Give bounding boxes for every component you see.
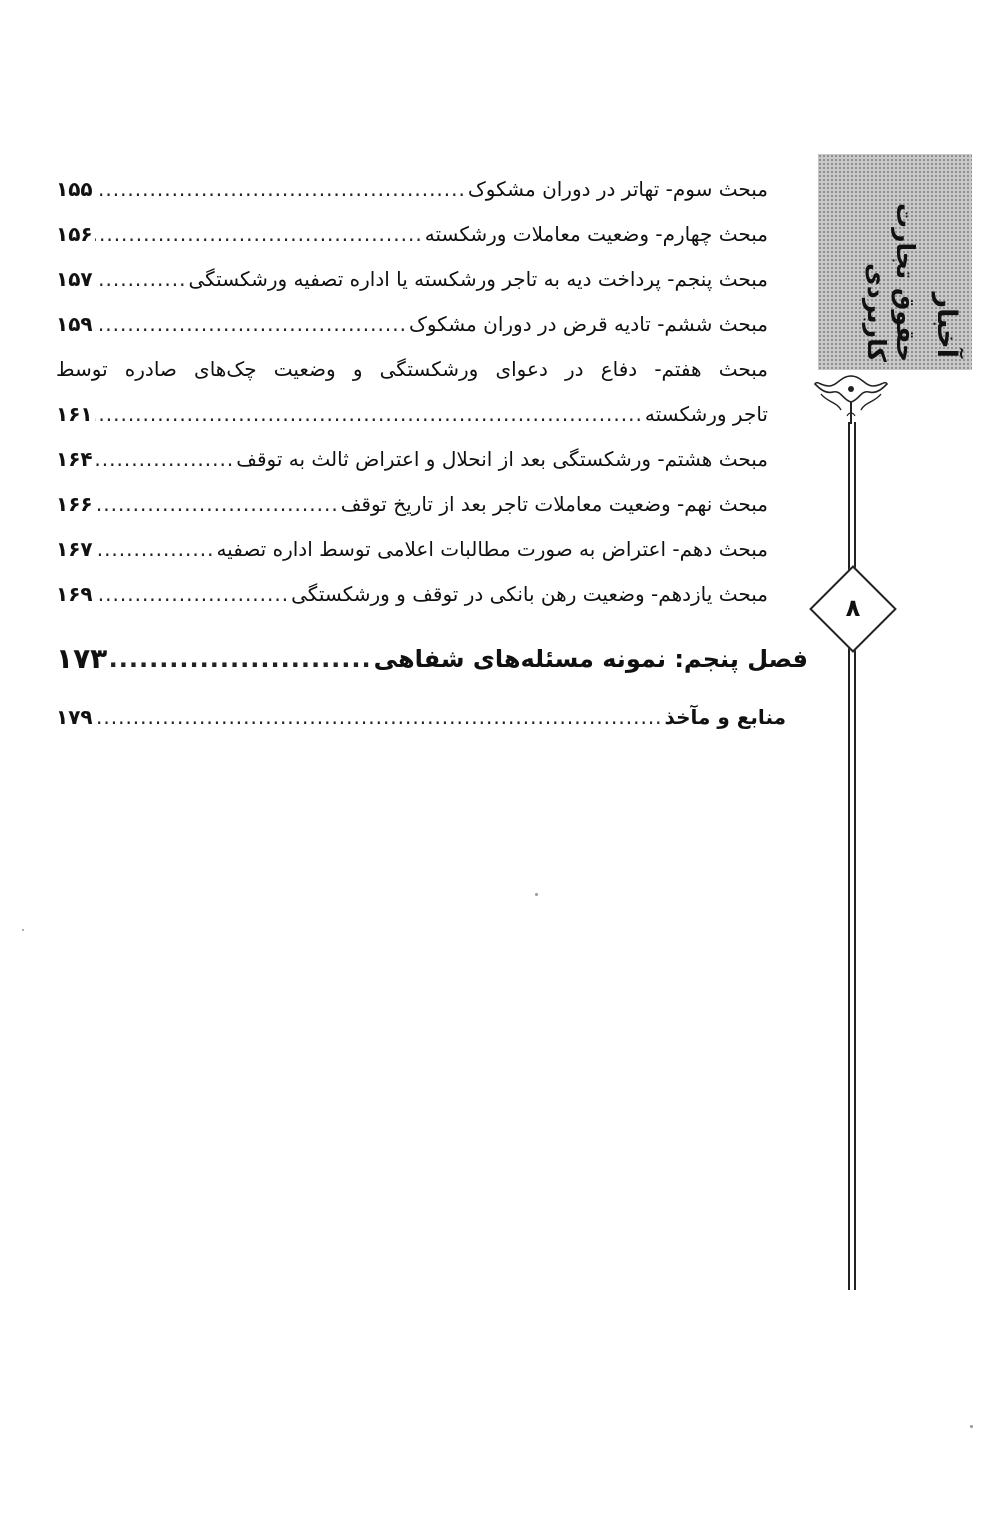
toc-entry-page: ۱۵۵	[56, 177, 93, 201]
toc-entry	[56, 477, 768, 517]
dot-leader	[95, 704, 663, 730]
dot-leader	[95, 491, 339, 517]
toc-sources-entry	[56, 690, 786, 730]
toc-entry-page: ۱۵۷	[56, 267, 93, 291]
dot-leader	[95, 446, 235, 472]
dot-leader	[95, 221, 423, 247]
dot-leader	[95, 581, 289, 607]
dot-leader	[95, 536, 215, 562]
vertical-rule-left	[848, 422, 850, 1290]
toc-entry	[56, 297, 768, 337]
chapter-title: فصل پنجم: نمونه مسئله‌های شفاهی	[373, 645, 808, 673]
side-banner	[818, 154, 972, 370]
dot-leader	[95, 266, 187, 292]
toc-entry-page: ۱۵۶	[56, 222, 93, 246]
toc-entry-title: مبحث نهم- وضعیت معاملات تاجر بعد از تاریخ توقف	[340, 492, 768, 516]
scan-speck	[22, 929, 24, 931]
page-number: ۸	[845, 594, 861, 622]
chapter-page: ۱۷۳	[56, 642, 108, 675]
dot-leader	[109, 646, 371, 672]
toc-entry	[56, 522, 768, 562]
toc-entry-title: مبحث دهم- اعتراض به صورت مطالبات اعلامی توسط اداره تصفیه	[216, 537, 768, 561]
toc-entry-page: ۱۵۹	[56, 312, 93, 336]
dot-leader	[95, 176, 466, 202]
toc-entry	[56, 162, 768, 202]
toc-entry-page: ۱۶۷	[56, 537, 93, 561]
floral-ornament-icon	[811, 372, 891, 424]
sources-title: منابع و مآخذ	[664, 705, 786, 729]
toc-entry-title: مبحث یازدهم- وضعیت رهن بانکی در توقف و ورشکستگی	[291, 582, 768, 606]
dot-leader	[95, 311, 407, 337]
toc-entry-title: مبحث سوم- تهاتر در دوران مشکوک	[467, 177, 768, 201]
toc-entry	[56, 207, 768, 247]
toc-entry-page: ۱۶۶	[56, 492, 93, 516]
toc-entry-title: مبحث چهارم- وضعیت معاملات ورشکسته	[424, 222, 768, 246]
toc-entry-first-line	[56, 342, 768, 382]
vertical-rule-right	[854, 422, 856, 1290]
table-of-contents	[56, 0, 808, 760]
toc-entry-title: مبحث هفتم- دفاع در دعوای ورشکستگی و وضعیت چک‌های صادره توسط	[56, 357, 768, 381]
toc-entry-title: مبحث پنجم- پرداخت دیه به تاجر ورشکسته یا اداره تصفیه ورشکستگی	[188, 267, 768, 291]
toc-entry	[56, 567, 768, 607]
toc-entry-page: ۱۶۹	[56, 582, 93, 606]
toc-entry-title: مبحث ششم- تادیه قرض در دوران مشکوک	[408, 312, 768, 336]
toc-entry	[56, 252, 768, 292]
toc-entry-title: مبحث هشتم- ورشکستگی بعد از انحلال و اعتراض ثالث به توقف	[236, 447, 768, 471]
toc-entry-page: ۱۶۴	[56, 447, 93, 471]
toc-entry-page: ۱۶۱	[56, 402, 93, 426]
banner-line-publisher: آخبار	[931, 292, 962, 358]
banner-text	[818, 154, 972, 370]
toc-entry-continuation	[56, 387, 768, 427]
scan-speck	[970, 1425, 973, 1428]
toc-entry-title-continued: تاجر ورشکسته	[644, 402, 768, 426]
toc-chapter-heading	[56, 628, 808, 675]
banner-line-book-title: حقوق تجارت کاربردی	[862, 202, 920, 362]
scan-speck	[535, 893, 538, 896]
sources-page: ۱۷۹	[56, 705, 93, 729]
toc-entry	[56, 432, 768, 472]
dot-leader	[95, 401, 643, 427]
